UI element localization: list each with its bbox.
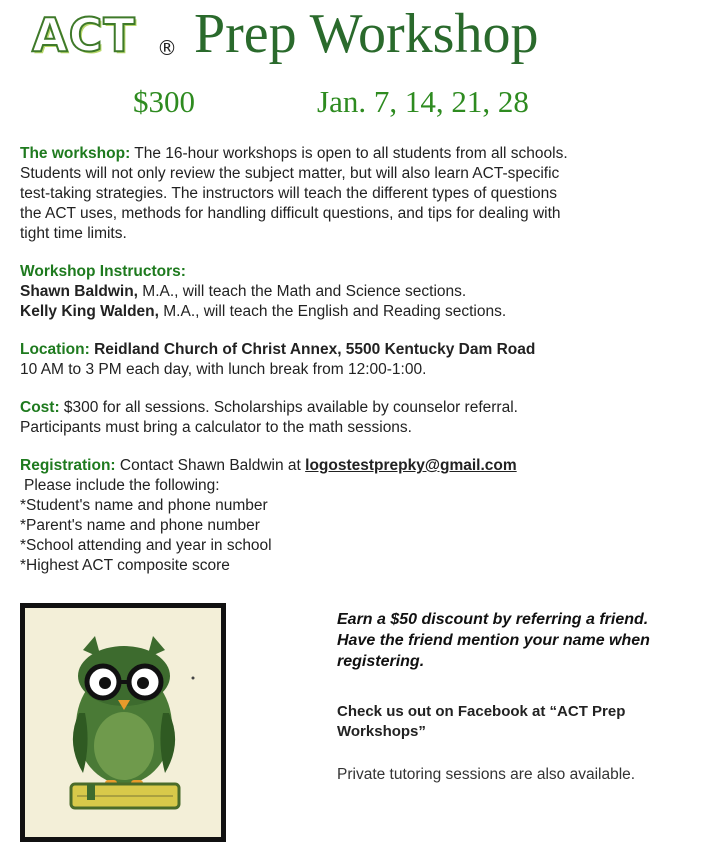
facebook-line: Workshops” (337, 723, 426, 740)
main-content (20, 144, 710, 594)
registration-item: *Parent's name and phone number (20, 517, 260, 534)
workshop-line: tight time limits. (20, 225, 127, 242)
owl-icon (25, 608, 221, 837)
location-label: Location: (20, 341, 90, 358)
price: $300 (133, 84, 195, 119)
facebook-line: Check us out on Facebook at “ACT Prep (337, 703, 626, 720)
instructor-name: Kelly King Walden, (20, 303, 159, 320)
promo-line: Earn a $50 discount by referring a friend. (337, 611, 649, 628)
registration-intro: Please include the following: (24, 477, 220, 494)
owl-illustration (20, 603, 226, 842)
registration-item: *Highest ACT composite score (20, 557, 230, 574)
sidebar (337, 609, 717, 785)
promo-text (337, 609, 717, 672)
instructor-detail: M.A., will teach the English and Reading sections. (158, 303, 507, 320)
instructor-name: Shawn Baldwin, (20, 283, 138, 300)
location-hours: 10 AM to 3 PM each day, with lunch break from 12:00-1:00. (20, 361, 427, 378)
instructor-detail: M.A., will teach the Math and Science sections. (137, 283, 467, 300)
registration-contact: Contact Shawn Baldwin at (119, 457, 301, 474)
workshop-line: The 16-hour workshops is open to all students from all schools. (134, 145, 568, 162)
registration-label: Registration: (20, 457, 116, 474)
instructors-section (20, 262, 710, 322)
dates: Jan. 7, 14, 21, 28 (317, 84, 529, 119)
promo-line: Have the friend mention your name when (337, 632, 650, 649)
workshop-line: Students will not only review the subject matter, but will also learn ACT-specific (20, 165, 560, 182)
email-link[interactable]: logostestprepky@gmail.com (305, 457, 517, 474)
registered-mark: ® (157, 36, 177, 60)
facebook-text (337, 702, 717, 742)
instructors-label: Workshop Instructors: (20, 263, 186, 280)
act-logo: ACT (32, 8, 136, 62)
cost-section (20, 398, 710, 438)
workshop-line: test-taking strategies. The instructors will teach the different types of questions (20, 185, 558, 202)
cost-line: Participants must bring a calculator to the math sessions. (20, 419, 412, 436)
workshop-label: The workshop: (20, 145, 131, 162)
page-title: Prep Workshop (194, 3, 539, 65)
registration-item: *School attending and year in school (20, 537, 272, 554)
location-place: Reidland Church of Christ Annex, 5500 Kentucky Dam Road (94, 341, 536, 358)
workshop-line: the ACT uses, methods for handling difficult questions, and tips for dealing with (20, 205, 561, 222)
workshop-section (20, 144, 710, 244)
cost-label: Cost: (20, 399, 60, 416)
cost-line: $300 for all sessions. Scholarships available by counselor referral. (63, 399, 518, 416)
location-section (20, 340, 710, 380)
tutoring-text: Private tutoring sessions are also available. (337, 766, 636, 783)
registration-section (20, 456, 710, 576)
promo-line: registering. (337, 653, 425, 670)
registration-item: *Student's name and phone number (20, 497, 268, 514)
